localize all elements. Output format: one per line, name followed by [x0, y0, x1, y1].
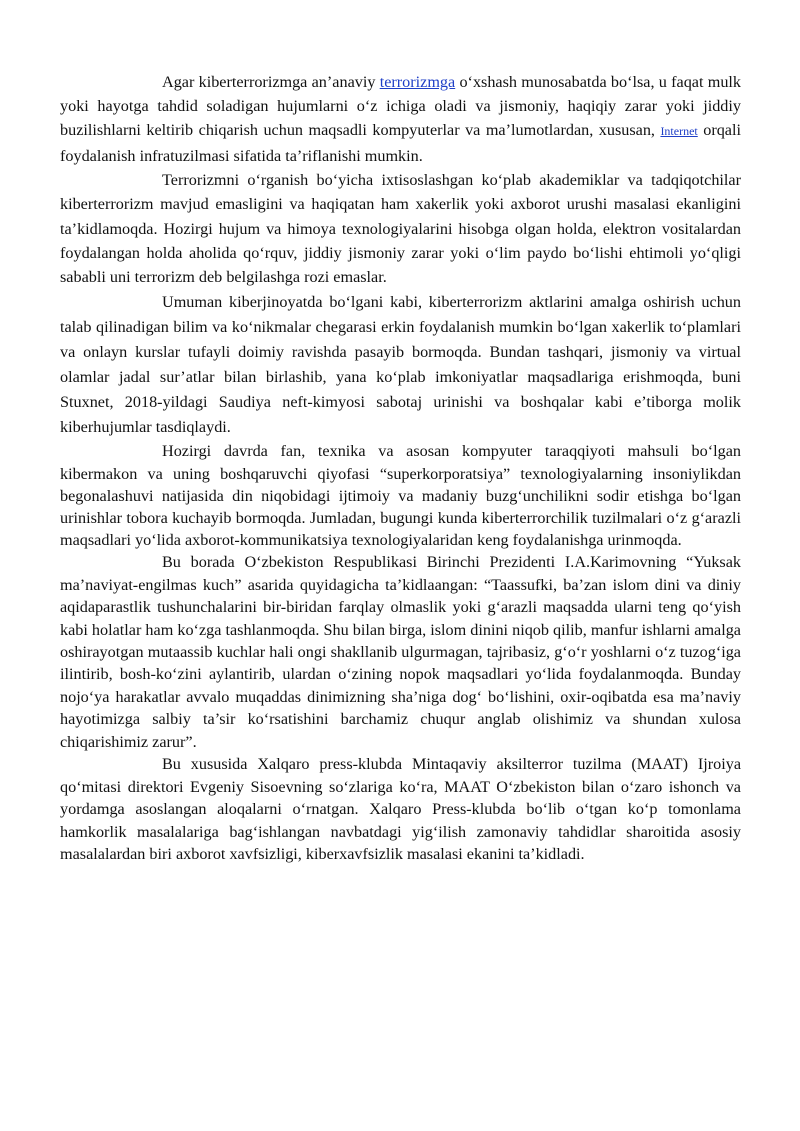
paragraph-3: Umuman kiberjinoyatda bo‘lgani kabi, kiberterrorizm aktlarini amalga oshirish uchun talab qilinadigan bilim va ko‘nikmalar chegarasi erkin foydalanish mumkin bo‘lgan xakerlik to‘plamlari va onlayn kurslar tufayli doimiy ravishda pasayib bormoqda. Bundan tashqari, jismoniy va virtual olamlar jadal sur’atlar bilan birlashib, yana ko‘plab imkoniyatlar maqsadlariga erishmoqda, buni Stuxnet, 2018-yildagi Saudiya neft-kimyosi sabotaj urinishi va boshqalar kabi e’tiborga molik kiberhujumlar tasdiqlaydi.	[60, 292, 741, 437]
paragraph-1-text-middle: o‘xshash munosabatda bo‘lsa, u faqat mulk yoki hayotga tahdid soladigan hujumlarni o‘z ichiga oladi va jismoniy, haqiqiy zarar yoki jiddiy buzilishlarni keltirib chiqarish uchun maqsadli kompyuterlar va ma’lumotlardan, xususan,	[60, 73, 742, 140]
paragraph-2: Terrorizmni o‘rganish bo‘yicha ixtisoslashgan ko‘plab akademiklar va tadqiqotchilar kiberterrorizm mavjud emasligini va haqiqatan ham xakerlik yoki axborot urushi masalasi ekanligini ta’kidlamoqda. Hozirgi hujum va himoya texnologiyalarini hisobga olgan holda, elektron vositalardan foydalangan holda aholida qo‘rquv, jiddiy jismoniy zarar yoki o‘lim paydo bo‘lishi ehtimoli yo‘qligi sababli uni terrorizm deb belgilashga rozi emaslar.	[60, 170, 741, 287]
paragraph-5: Bu borada O‘zbekiston Respublikasi Birinchi Prezidenti I.A.Karimovning “Yuksak ma’naviyat-engilmas kuch” asarida quyidagicha ta’kidlaangan: “Taassufki, ba’zan islom dini va diniy aqidaparastlik tushunchalarini bir-biridan farqlay olmaslik yoki g‘arazli maqsadda ularni teng qo‘yish kabi holatlar ham ko‘zga tashlanmoqda. Shu bilan birga, islom dinini niqob qilib, manfur ishlarni amalga oshirayotgan mutaassib kuchlar hali ongi shakllanib ulgurmagan, tajribasiz, g‘o‘r yoshlarni o‘z tuzog‘iga ilintirib, bosh-ko‘zini aylantirib, ulardan o‘zining nopok maqsadlari yo‘lida foydalanmoqda. Bunday nojo‘ya harakatlar avvalo muqaddas dinimizning sha’niga dog‘ bo‘lishini, oxir-oqibatda esa ma’naviy hayotimizga salbiy ta’sir ko‘rsatishini barchamiz chuqur anglab olishimiz va shundan xulosa chiqarishimiz zarur”.	[60, 553, 741, 751]
paragraph-4: Hozirgi davrda fan, texnika va asosan kompyuter taraqqiyoti mahsuli bo‘lgan kibermakon va uning boshqaruvchi qiyofasi “superkorporatsiya” texnologiyalarning insoniylikdan begonalashuvi natijasida din niqobidagi ijtimoiy va madaniy buzg‘unchilikni sodir etishga bo‘lgan urinishlar tobora kuchayib bormoqda. Jumladan, bugungi kunda kiberterrorchilik tuzilmalari o‘z g‘arazli maqsadlari yo‘lida axborot-kommunikatsiya texnologiyalaridan keng foydalanishga urinmoqda.	[60, 442, 741, 550]
paragraph-1-text-end: orqali foydalanish infratuzilmasi sifatida ta’riflanishi mumkin.	[60, 121, 741, 165]
paragraph-6: Bu xususida Xalqaro press-klubda Mintaqaviy aksilterror tuzilma (MAAT) Ijroiya qo‘mitasi direktori Evgeniy Sisoevning so‘zlariga ko‘ra, MAAT O‘zbekiston bilan o‘zaro ishonch va yordamga asoslangan aloqalarni o‘rnatgan. Xalqaro Press-klubda bo‘lib o‘tgan ko‘p tomonlama hamkorlik masalalariga bag‘ishlangan navbatdagi yig‘ilish zamonaviy tahdidlar sharoitida asosiy masalalardan biri axborot xavfsizligi, kiberxavfsizlik masalasi ekanini ta’kidladi.	[60, 755, 741, 864]
paragraph-1	[60, 70, 741, 168]
document-body	[60, 70, 741, 866]
terrorizm-link[interactable]: terrorizmga	[379, 73, 456, 91]
paragraph-1-text-start: Agar kiberterrorizmga an’anaviy	[162, 73, 380, 91]
internet-link[interactable]: Internet	[660, 124, 698, 139]
